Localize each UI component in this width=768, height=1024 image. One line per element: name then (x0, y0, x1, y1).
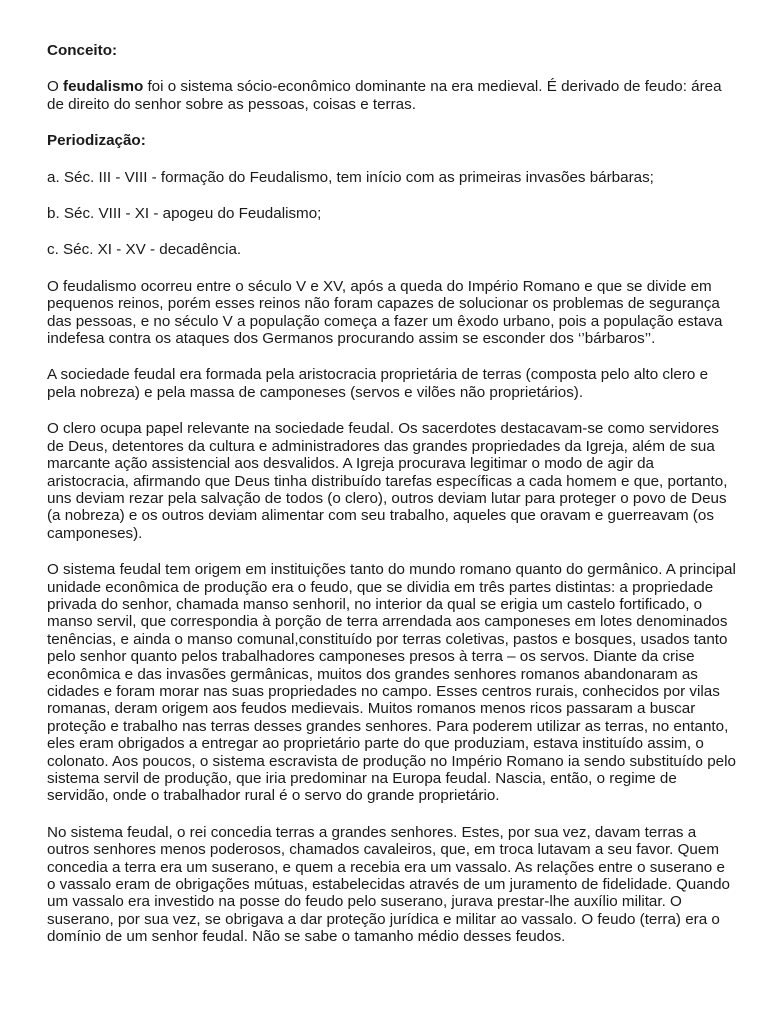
heading-conceito: Conceito: (47, 42, 118, 59)
intro-prefix: O (47, 78, 64, 96)
paragraph-sociedade: A sociedade feudal era formada pela aristocracia proprietária de terras (composta pelo alto clero e pela nobreza) e pela massa de camponeses (servos e vilões não proprietários). (47, 366, 709, 401)
intro-suffix: foi o sistema sócio-econômico dominante na era medieval. É derivado de feudo: área de direito do senhor sobre as pessoas, coisas e terras. (47, 78, 722, 113)
intro-paragraph (47, 78, 737, 113)
period-item-c: c. Séc. XI - XV - decadência. (47, 241, 242, 259)
intro-term: feudalismo (63, 78, 144, 96)
heading-periodizacao: Periodização: (47, 132, 146, 150)
period-item-a: a. Séc. III - VIII - formação do Feudalismo, tem início com as primeiras invasões bárbaras; (47, 168, 654, 186)
paragraph-clero: O clero ocupa papel relevante na sociedade feudal. Os sacerdotes destacavam-se como servidores de Deus, detentores da cultura e administradores das grandes propriedades da Igreja, além de sua marcante ação assistencial aos desvalidos. A Igreja procurava legitimar o modo de agir da aristocracia, afirmando que Deus tinha distribuído tarefas específicas a cada homem e que, portanto, uns deviam rezar pela salvação de todos (o clero), outros deviam lutar para proteger o povo de Deus (a nobreza) e os outros deviam alimentar com seu trabalho, aqueles que oravam e guerreavam (os camponeses). (47, 420, 728, 542)
paragraph-historia: O feudalismo ocorreu entre o século V e XV, após a queda do Império Romano e que se divide em pequenos reinos, porém esses reinos não foram capazes de solucionar os problemas de segurança das pessoas, e no século V a população começa a fazer um êxodo urbano, pois a população estava indefesa contra os ataques dos Germanos procurando assim se esconder dos ‘’bárbaros’’. (47, 277, 723, 348)
document-page (47, 42, 737, 965)
period-item-b: b. Séc. VIII - XI - apogeu do Feudalismo; (47, 205, 322, 223)
paragraph-suserania: No sistema feudal, o rei concedia terras a grandes senhores. Estes, por sua vez, davam terras a outros senhores menos poderosos, chamados cavaleiros, que, em troca lutavam a seu favor. Quem concedia a terra era um suserano, e quem a recebia era um vassalo. As relações entre o suserano e o vassalo eram de obrigações mútuas, estabelecidas através de um juramento de fidelidade. Quando um vassalo era investido na posse do feudo pelo suserano, jurava prestar-lhe auxílio militar. O suserano, por sua vez, se obrigava a dar proteção jurídica e militar ao vassalo. O feudo (terra) era o domínio de um senhor feudal. Não se sabe o tamanho médio desses feudos. (47, 823, 730, 946)
paragraph-sistema-feudal: O sistema feudal tem origem em instituições tanto do mundo romano quanto do germânico. A principal unidade econômica de produção era o feudo, que se dividia em três partes distintas: a propriedade privada do senhor, chamada manso senhoril, no interior da qual se erigia um castelo fortificado, o manso servil, que correspondia à porção de terra arrendada aos camponeses em lotes denominados tenências, e ainda o manso comunal,constituído por terras coletivas, pastos e bosques, usados tanto pelo senhor quanto pelos trabalhadores camponeses presos à terra – os servos. Diante da crise econômica e das invasões germânicas, muitos dos grandes senhores romanos abandonaram as cidades e foram morar nas suas propriedades no campo. Esses centros rurais, conhecidos por vilas romanas, deram origem aos feudos medievais. Muitos romanos menos ricos passaram a buscar proteção e trabalho nas terras desses grandes senhores. Para poderem utilizar as terras, no entanto, eles eram obrigados a entregar ao proprietário parte do que produziam, estava instituído assim, o colonato. Aos poucos, o sistema escravista de produção no Império Romano ia sendo substituído pelo sistema servil de produção, que iria predominar na Europa feudal. Nascia, então, o regime de servidão, onde o trabalhador rural é o servo do grande proprietário. (47, 561, 736, 805)
